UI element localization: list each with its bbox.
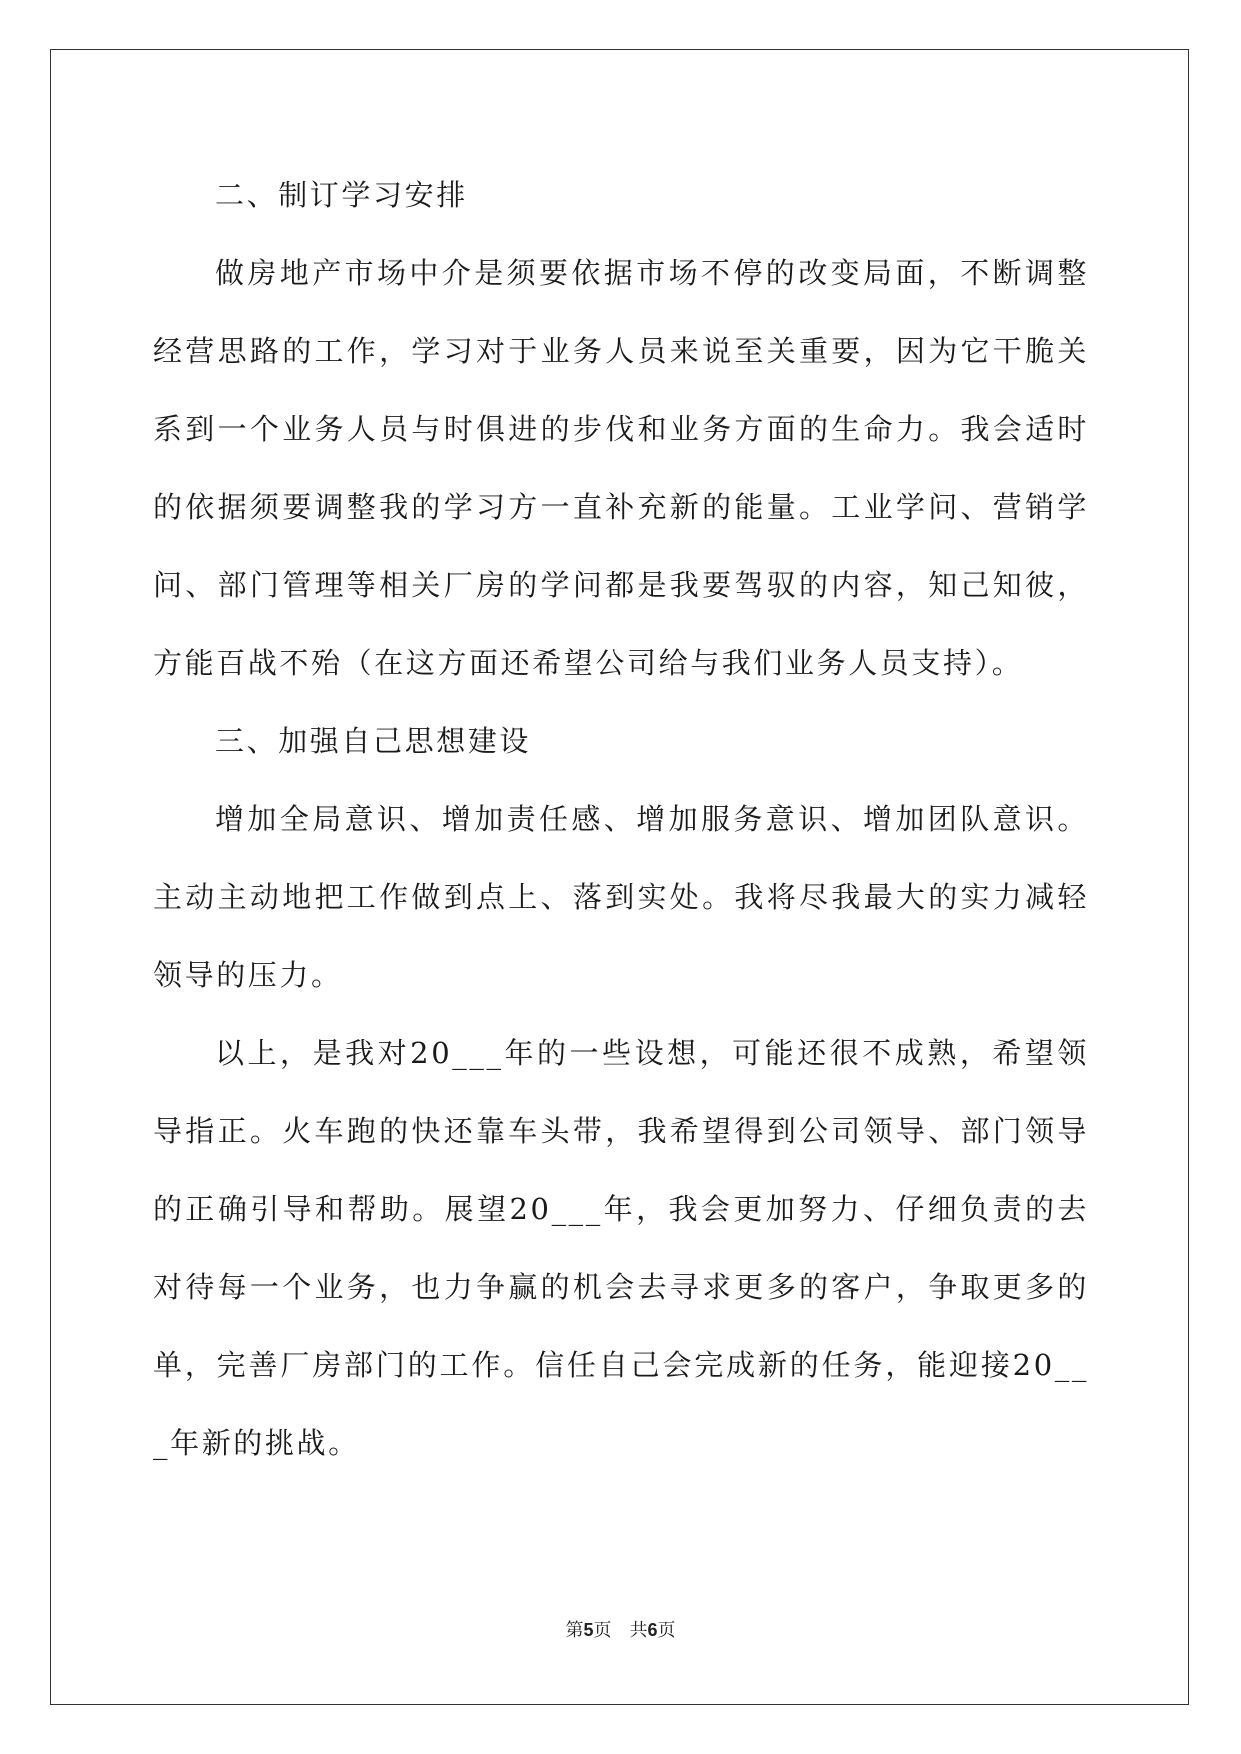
total-pages: 6 <box>647 1620 658 1640</box>
document-body <box>153 156 1089 1482</box>
paragraph-ideology: 增加全局意识、增加责任感、增加服务意识、增加团队意识。主动主动地把工作做到点上、落到实处。我将尽我最大的实力减轻领导的压力。 <box>153 802 1089 992</box>
page-footer <box>0 1616 1241 1642</box>
page-prefix: 第 <box>565 1620 584 1641</box>
page-suffix: 页 <box>593 1620 612 1641</box>
page-number: 5 <box>583 1620 594 1640</box>
total-suffix: 页 <box>657 1620 676 1641</box>
section-heading-ideology: 三、加强自己思想建设 <box>215 724 532 758</box>
total-prefix: 共 <box>629 1620 648 1641</box>
paragraph-conclusion: 以上，是我对20___年的一些设想，可能还很不成熟，希望领导指正。火车跑的快还靠车头带，我希望得到公司领导、部门领导的正确引导和帮助。展望20___年，我会更加努力、仔细负责的去对待每一个业务，也力争赢的机会去寻求更多的客户，争取更多的单，完善厂房部门的工作。信任自己会完成新的任务，能迎接20___年新的挑战。 <box>153 1036 1089 1460</box>
section-heading-study-plan: 二、制订学习安排 <box>215 178 468 212</box>
paragraph-study-plan: 做房地产市场中介是须要依据市场不停的改变局面，不断调整经营思路的工作，学习对于业务人员来说至关重要，因为它干脆关系到一个业务人员与时俱进的步伐和业务方面的生命力。我会适时的依据须要调整我的学习方一直补充新的能量。工业学问、营销学问、部门管理等相关厂房的学问都是我要驾驭的内容，知己知彼，方能百战不殆（在这方面还希望公司给与我们业务人员支持）。 <box>153 256 1089 680</box>
